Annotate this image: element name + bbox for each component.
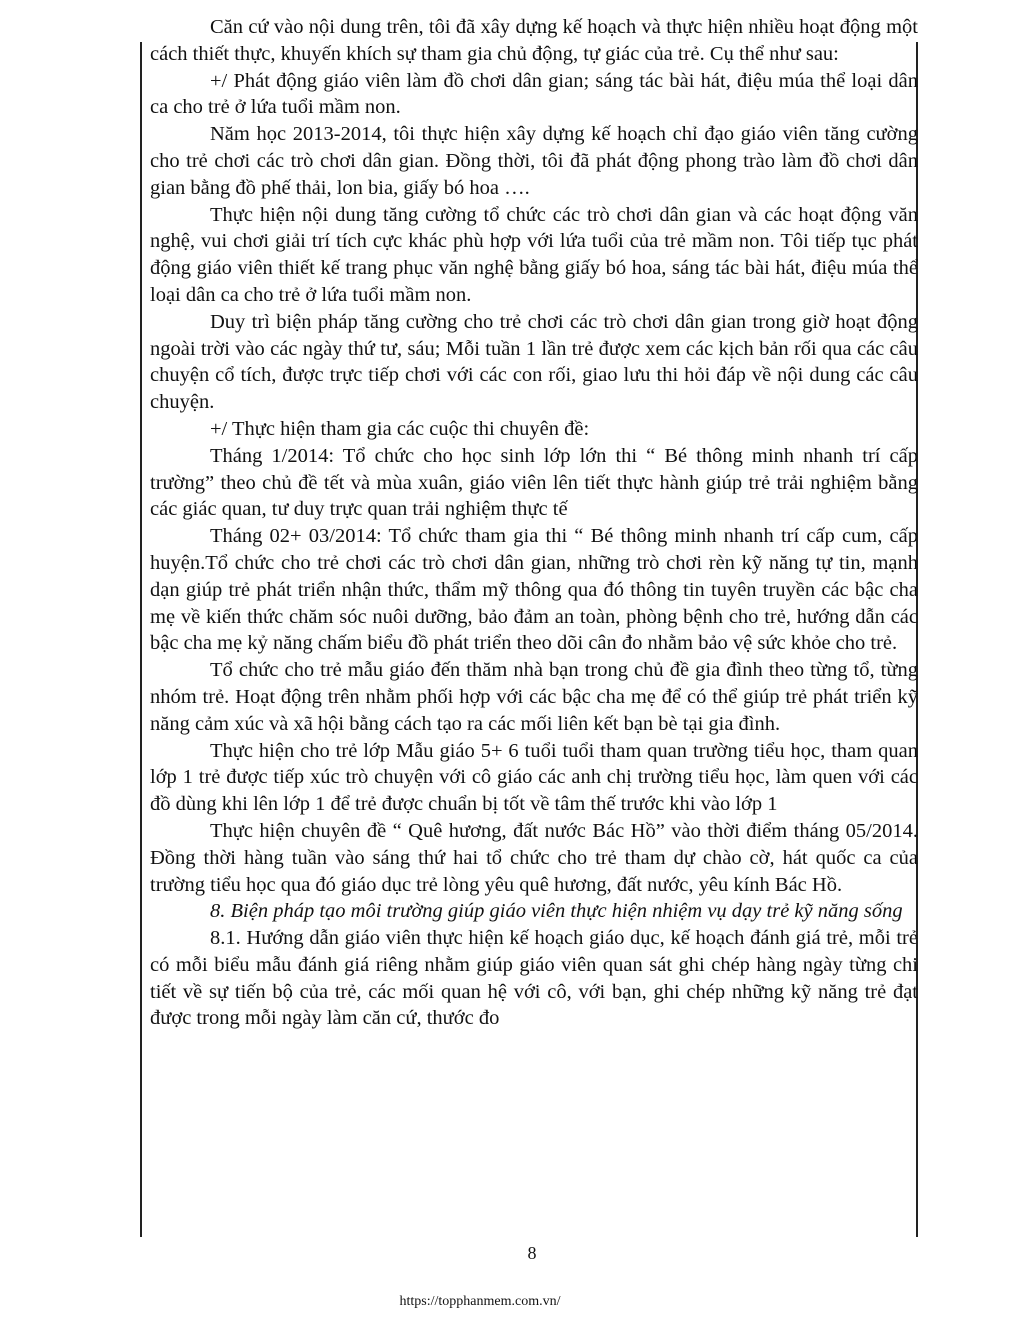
paragraph-8-1: 8.1. Hướng dẫn giáo viên thực hiện kế hoạch giáo dục, kế hoạch đánh giá trẻ, mỗi trẻ có mỗi biểu mẫu đánh giá riêng nhằm giúp giáo viên quan sát ghi chép hàng ngày từng chi tiết về sự tiến bộ của trẻ, các mối quan hệ với cô, với bạn, ghi chép những kỹ năng trẻ đạt được trong mỗi ngày làm căn cứ, thước đo — [150, 927, 918, 1030]
paragraph-intro: Căn cứ vào nội dung trên, tôi đã xây dựng kế hoạch và thực hiện nhiều hoạt động một cách thiết thực, khuyến khích sự tham gia chủ động, tự giác của trẻ. Cụ thể như sau: — [150, 16, 918, 65]
paragraph-folk-toys: +/ Phát động giáo viên làm đồ chơi dân gian; sáng tác bài hát, điệu múa thể loại dân ca cho trẻ ở lứa tuổi mầm non. — [150, 69, 918, 119]
document-body — [150, 14, 918, 1032]
page-number: 8 — [527, 1243, 537, 1263]
paragraph-home-visits: Tổ chức cho trẻ mẫu giáo đến thăm nhà bạn trong chủ đề gia đình theo từng tổ, từng nhóm trẻ. Hoạt động trên nhằm phối hợp với các bậc cha mẹ để có thể giúp trẻ phát triển kỹ năng cảm xúc và xã hội bằng cách tạo ra các mối liên kết bạn bè tại gia đình. — [150, 659, 918, 735]
paragraph-feb-march-2014: Tháng 02+ 03/2014: Tổ chức tham gia thi “ Bé thông minh nhanh trí cấp cum, cấp huyện.Tổ chức cho trẻ chơi các trò chơi dân gian, những trò chơi rèn kỹ năng tự tin, mạnh dạn giúp trẻ phát triển nhận thức, thẩm mỹ thông qua đó thông tin tuyên truyền các bậc cha mẹ về kiến thức chăm sóc nuôi dưỡng, bảo đảm an toàn, phòng bệnh cho trẻ, hướng dẫn các bậc cha mẹ kỷ năng chấm biểu đồ phát triển theo dõi cân đo nhằm bảo vệ sức khỏe cho trẻ. — [150, 525, 918, 655]
footer-url: https://topphanmem.com.vn/ — [399, 1294, 561, 1309]
paragraph-outdoor-activities: Duy trì biện pháp tăng cường cho trẻ chơi các trò chơi dân gian trong giờ hoạt động ngoài trời vào các ngày thứ tư, sáu; Mỗi tuần 1 lần trẻ được xem các kịch bản rối qua các câu chuyện cổ tích, được trực tiếp chơi với các con rối, giao lưu thi hỏi đáp về nội dung các câu chuyện. — [150, 310, 918, 414]
section-heading-8: 8. Biện pháp tạo môi trường giúp giáo viên thực hiện nhiệm vụ dạy trẻ kỹ năng sống — [210, 900, 903, 923]
paragraph-contests-heading: +/ Thực hiện tham gia các cuộc thi chuyên đề: — [210, 417, 590, 440]
paragraph-school-year: Năm học 2013-2014, tôi thực hiện xây dựng kế hoạch chỉ đạo giáo viên tăng cường cho trẻ chơi các trò chơi dân gian. Đồng thời, tôi đã phát động phong trào làm đồ chơi dân gian bằng đồ phế thải, lon bia, giấy bó hoa …. — [150, 123, 918, 199]
paragraph-folk-games: Thực hiện nội dung tăng cường tổ chức các trò chơi dân gian và các hoạt động văn nghệ, vui chơi giải trí tích cực khác phù hợp với lứa tuổi của trẻ mầm non. Tôi tiếp tục phát động giáo viên thiết kế trang phục văn nghệ bằng giấy bó hoa, sáng tác bài hát, điệu múa thể loại dân ca cho trẻ ở lứa tuổi mầm non. — [150, 203, 918, 306]
paragraph-january-2014: Tháng 1/2014: Tổ chức cho học sinh lớp lớn thi “ Bé thông minh nhanh trí cấp trường” theo chủ đề tết và mùa xuân, giáo viên lên tiết thực hành giúp trẻ trải nghiệm bằng các giác quan, tư duy trực quan trải nghiệm thực tế — [150, 444, 918, 521]
paragraph-primary-school-visit: Thực hiện cho trẻ lớp Mẫu giáo 5+ 6 tuổi tuổi tham quan trường tiểu học, tham quan lớp 1 trẻ được tiếp xúc trò chuyện với cô giáo các anh chị trường tiểu học, làm quen với các đồ dùng khi lên lớp 1 để trẻ được chuẩn bị tốt về tâm thế trước khi vào lớp 1 — [150, 739, 918, 816]
paragraph-homeland-topic: Thực hiện chuyên đề “ Quê hương, đất nước Bác Hồ” vào thời điểm tháng 05/2014. Đồng thời hàng tuần vào sáng thứ hai tổ chức cho trẻ tham dự chào cờ, hát quốc ca của trường tiểu học qua đó giáo dục trẻ lòng yêu quê hương, đất nước, yêu kính Bác Hồ. — [150, 819, 918, 896]
